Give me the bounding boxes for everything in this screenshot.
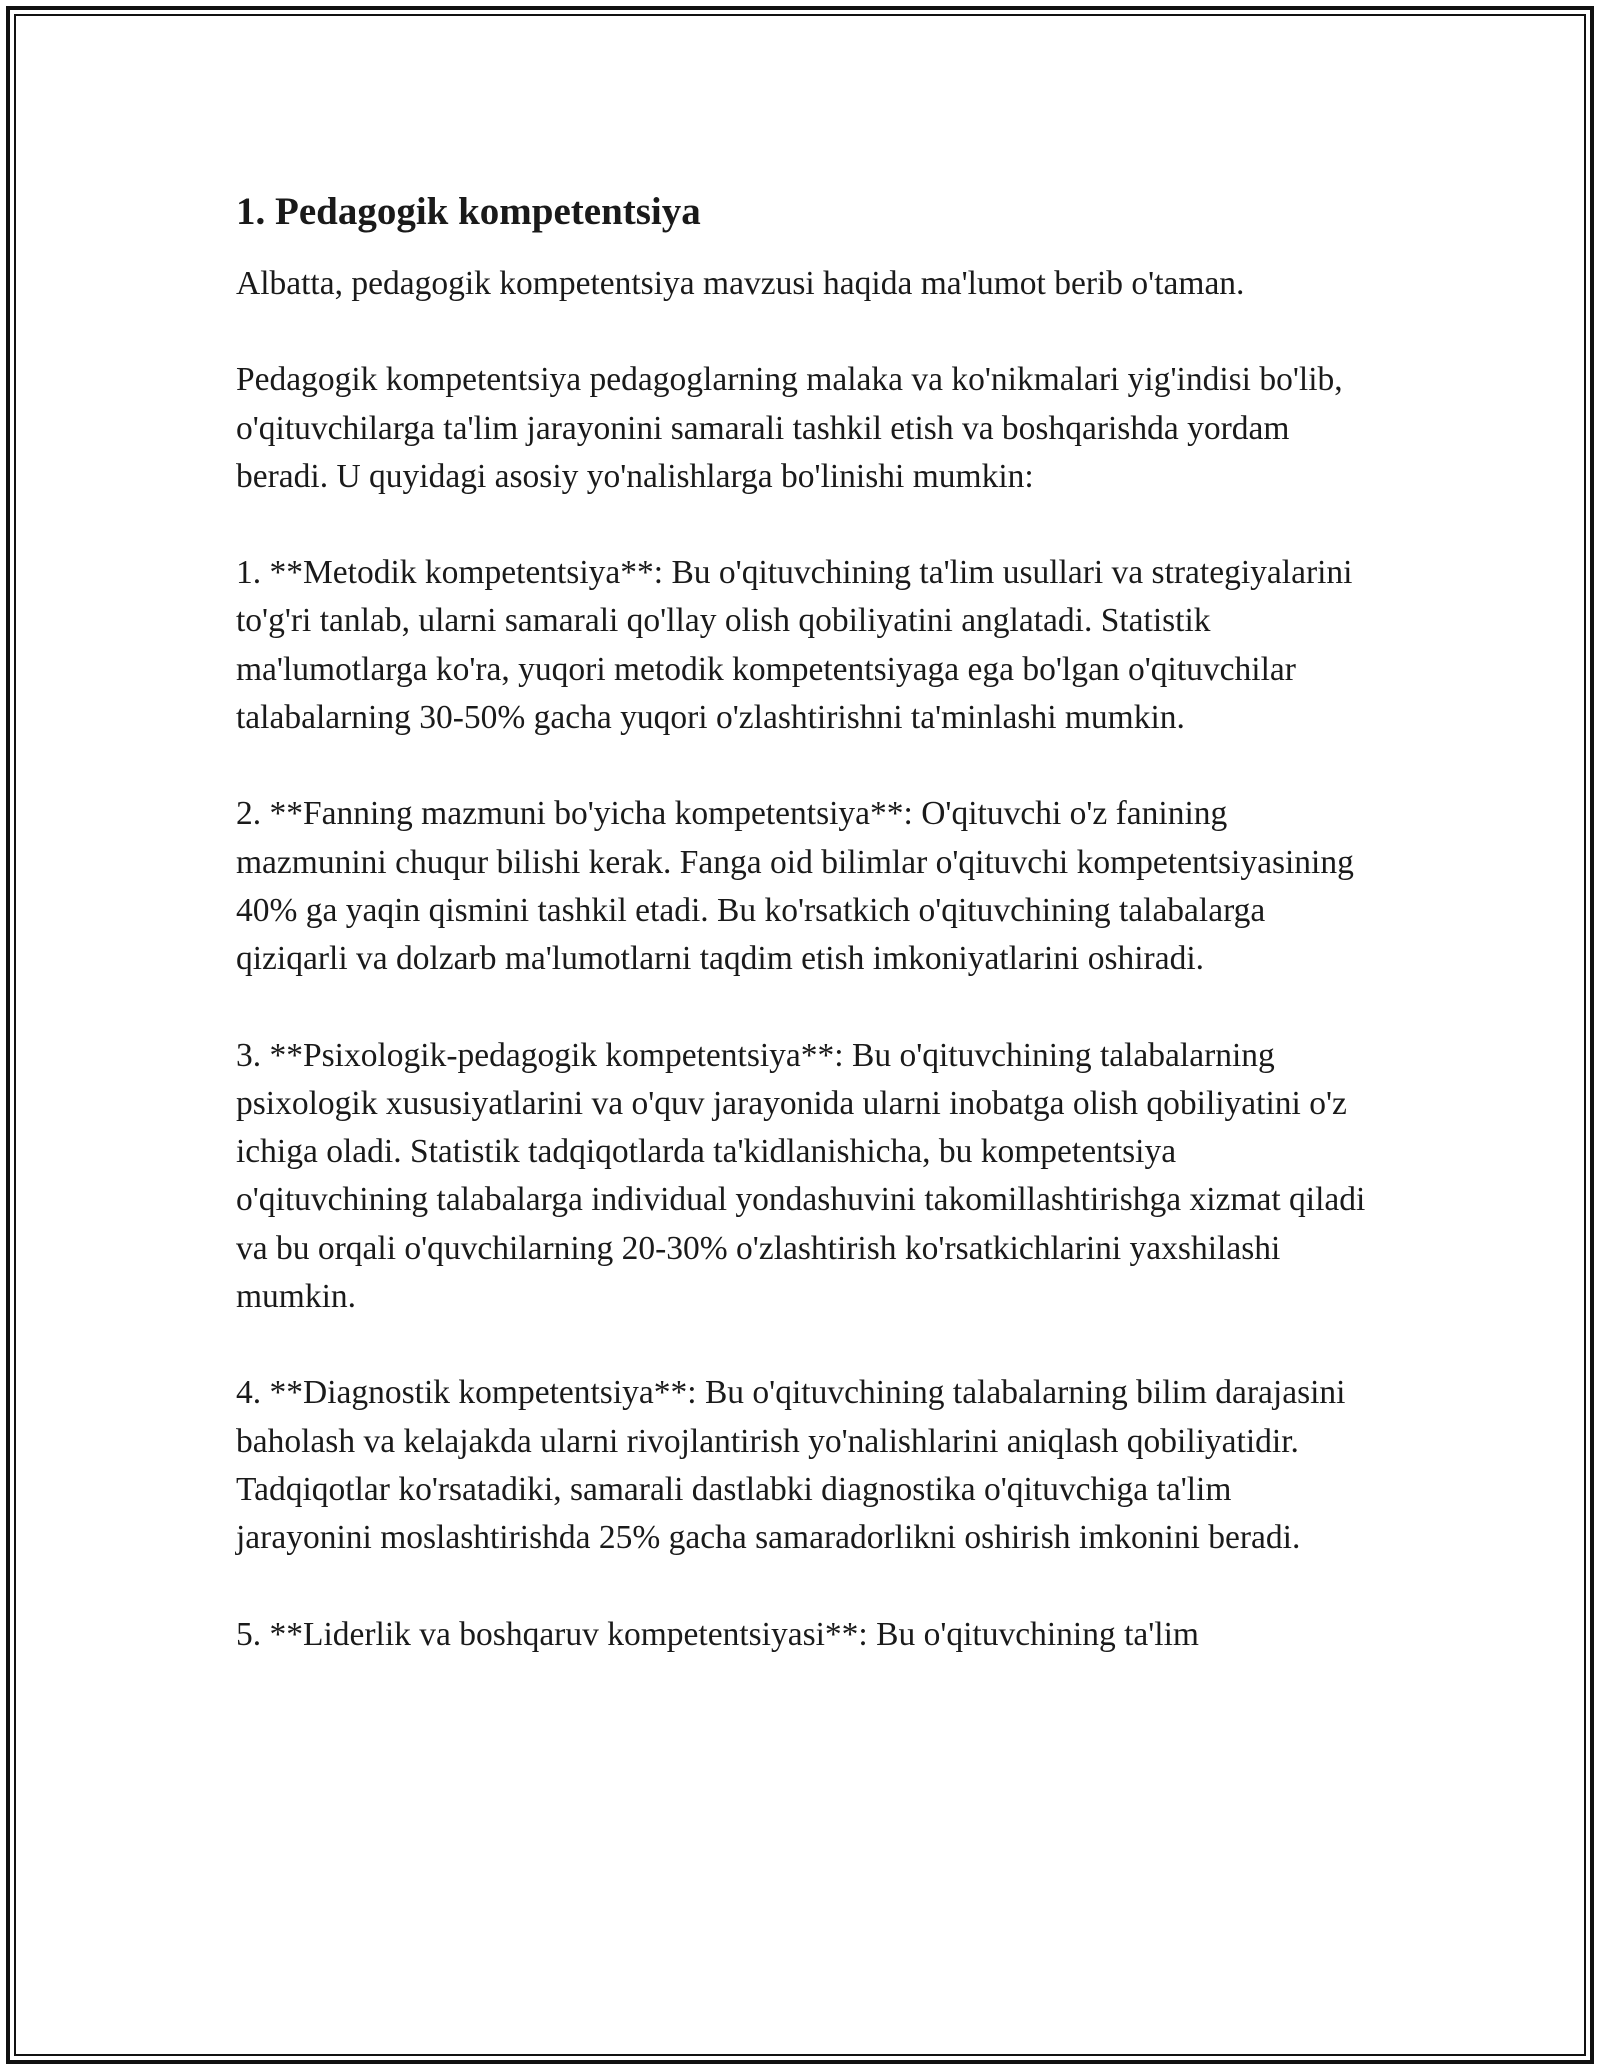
list-item-diagnostik: 4. **Diagnostik kompetentsiya**: Bu o'qituvchining talabalarning bilim darajasini baholash va kelajakda ularni rivojlantirish yo'nalishlarini aniqlash qobiliyatidir. Tadqiqotlar ko'rsatadiki, samarali dastlabki diagnostika o'qituvchiga ta'lim jarayonini moslashtirishda 25% gacha samaradorlikni oshirish imkonini beradi. [236,1374,1346,1557]
intro-paragraph: Albatta, pedagogik kompetentsiya mavzusi haqida ma'lumot berib o'taman. [236,265,1245,302]
list-item-psixologik: 3. **Psixologik-pedagogik kompetentsiya**: Bu o'qituvchining talabalarning psixologik xususiyatlarini va o'quv jarayonida ularni inobatga olish qobiliyatini o'z ichiga oladi. Statistik tadqiqotlarda ta'kidlanishicha, bu kompetentsiya o'qituvchining talabalarga individual yondashuvini takomillashtirishga xizmat qiladi va bu orqali o'quvchilarning 20-30% o'zlashtirish ko'rsatkichlarini yaxshilashi mumkin. [236,1036,1366,1316]
list-item-metodik: 1. **Metodik kompetentsiya**: Bu o'qituvchining ta'lim usullari va strategiyalarini to'g'ri tanlab, ularni samarali qo'llay olish qobiliyatini anglatadi. Statistik ma'lumotlarga ko'ra, yuqori metodik kompetentsiyaga ega bo'lgan o'qituvchilar talabalarning 30-50% gacha yuqori o'zlashtirishni ta'minlashi mumkin. [236,554,1353,737]
list-item-fan-mazmuni: 2. **Fanning mazmuni bo'yicha kompetentsiya**: O'qituvchi o'z fanining mazmunini chuqur bilishi kerak. Fanga oid bilimlar o'qituvchi kompetentsiyasining 40% ga yaqin qismini tashkil etadi. Bu ko'rsatkich o'qituvchining talabalarga qiziqarli va dolzarb ma'lumotlarni taqdim etish imkoniyatlarini oshiradi. [236,795,1354,978]
list-item-liderlik: 5. **Liderlik va boshqaruv kompetentsiyasi**: Bu o'qituvchining ta'lim [236,1615,1199,1653]
definition-paragraph: Pedagogik kompetentsiya pedagoglarning malaka va ko'nikmalari yig'indisi bo'lib, o'qituvchilarga ta'lim jarayonini samarali tashkil etish va boshqarishda yordam beradi. U quyidagi asosiy yo'nalishlarga bo'linishi mumkin: [236,361,1343,495]
document-body [236,186,1366,1707]
document-title: 1. Pedagogik kompetentsiya [236,190,701,233]
